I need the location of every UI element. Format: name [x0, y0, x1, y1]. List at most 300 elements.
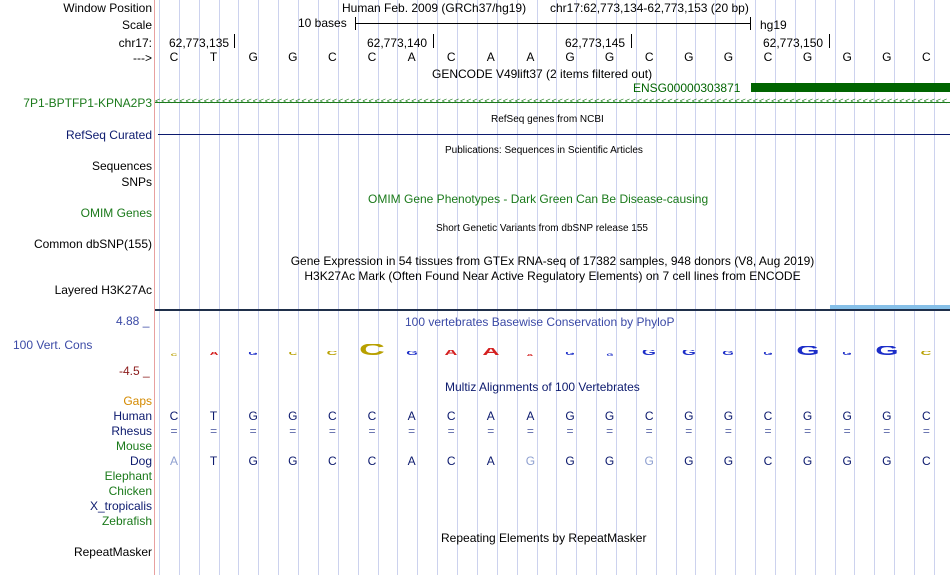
- rhesus-base: =: [289, 424, 297, 438]
- position-tick-label: 62,773,135: [169, 36, 230, 50]
- strand-chevron: <: [673, 96, 679, 106]
- strand-chevron: <: [569, 96, 575, 106]
- strand-chevron: <: [801, 96, 807, 106]
- gridline: [576, 0, 577, 575]
- gridline: [437, 0, 438, 575]
- strand-chevron: <: [295, 96, 301, 106]
- species-label-human[interactable]: Human: [113, 409, 152, 423]
- strand-chevron: <: [484, 96, 490, 106]
- rhesus-base: =: [368, 424, 376, 438]
- scale-db: hg19: [760, 18, 787, 32]
- species-label-mouse[interactable]: Mouse: [115, 439, 152, 453]
- position-tick: [829, 34, 830, 48]
- dog-base: A: [169, 454, 178, 468]
- strand-chevron: <: [618, 96, 624, 106]
- rhesus-base: =: [328, 424, 336, 438]
- strand-label: --->: [133, 51, 152, 65]
- gridline: [338, 0, 339, 575]
- gencode-item-label[interactable]: ENSG00000303871: [633, 81, 741, 95]
- rhesus-base: =: [408, 424, 416, 438]
- strand-chevron: <: [502, 96, 508, 106]
- gridline: [278, 0, 279, 575]
- h3k27ac-label[interactable]: Layered H3K27Ac: [54, 283, 152, 297]
- position-text[interactable]: chr17:62,773,134-62,773,153 (20 bp): [550, 1, 749, 15]
- species-label-rhesus[interactable]: Rhesus: [111, 424, 152, 438]
- gridline: [318, 0, 319, 575]
- conservation-letter: G: [722, 351, 735, 356]
- strand-chevron: <: [386, 96, 392, 106]
- reference-base: G: [723, 50, 734, 64]
- species-label-chicken[interactable]: Chicken: [108, 484, 152, 498]
- human-base: C: [446, 409, 456, 423]
- human-base: G: [604, 409, 615, 423]
- reference-base: T: [209, 50, 218, 64]
- dog-base: G: [604, 454, 615, 468]
- gridline: [397, 0, 398, 575]
- strand-chevron: <: [496, 96, 502, 106]
- human-base: G: [842, 409, 852, 423]
- strand-chevron: <: [643, 96, 648, 106]
- gridline: [159, 0, 160, 575]
- dbsnp-label[interactable]: Common dbSNP(155): [33, 237, 152, 251]
- reference-base: G: [288, 50, 298, 64]
- rhesus-base: =: [249, 424, 257, 438]
- omim-track-title: OMIM Gene Phenotypes - Dark Green Can Be Disease-causing: [368, 192, 709, 206]
- strand-chevron: <: [758, 96, 764, 106]
- dog-base: G: [644, 454, 654, 468]
- dog-base: C: [763, 454, 773, 468]
- publications-track-title: Publications: Sequences in Scientific Articles: [445, 145, 643, 156]
- species-label-elephant[interactable]: Elephant: [104, 469, 152, 483]
- gencode-item-bar[interactable]: [751, 83, 950, 92]
- alignment-row-human: [0, 409, 950, 424]
- strand-chevron: <: [325, 96, 331, 106]
- conservation-letter: C: [359, 344, 385, 356]
- strand-chevron: <: [539, 96, 545, 106]
- strand-chevron: <: [636, 96, 642, 106]
- strand-chevron: <: [167, 96, 172, 106]
- strand-chevron: <: [240, 96, 246, 106]
- strand-chevron: <: [941, 96, 947, 106]
- reference-base: C: [446, 50, 456, 64]
- strand-chevron: <: [338, 96, 343, 106]
- strand-chevron: <: [209, 96, 215, 106]
- strand-chevron: <: [545, 96, 551, 106]
- strand-chevron: <: [887, 96, 892, 106]
- strand-chevron: <: [691, 96, 697, 106]
- strand-chevron: <: [246, 96, 252, 106]
- strand-chevron: <: [826, 96, 831, 106]
- strand-chevron: <: [630, 96, 636, 106]
- dog-base: G: [248, 454, 258, 468]
- strand-chevron: <: [594, 96, 599, 106]
- reference-base: C: [644, 50, 654, 64]
- conservation-letter: C: [327, 351, 338, 356]
- gridline: [378, 0, 379, 575]
- gene-label[interactable]: 7P1-BPTFP1-KPNA2P3: [23, 96, 152, 110]
- human-base: A: [486, 409, 495, 423]
- human-base: C: [328, 409, 337, 423]
- strand-chevron: <: [911, 96, 917, 106]
- rhesus-base: =: [804, 424, 812, 438]
- human-base: G: [684, 409, 694, 423]
- strand-chevron: <: [844, 96, 850, 106]
- gridline: [258, 0, 259, 575]
- strand-chevron: <: [466, 96, 471, 106]
- gridline: [556, 0, 557, 575]
- dog-base: G: [882, 454, 892, 468]
- strand-chevron: <: [740, 96, 746, 106]
- dog-base: C: [922, 454, 931, 468]
- conservation-letter: G: [248, 352, 258, 356]
- reference-base: C: [169, 50, 179, 64]
- window-position-label: Window Position: [63, 1, 152, 15]
- reference-base: G: [882, 50, 892, 64]
- gridline: [417, 0, 418, 575]
- strand-chevron: <: [880, 96, 886, 106]
- gridline: [356, 0, 362, 575]
- species-label-zebrafish[interactable]: Zebrafish: [101, 514, 152, 528]
- rhesus-base: =: [922, 424, 930, 438]
- human-base: C: [763, 409, 773, 423]
- rhesus-base: =: [606, 424, 614, 438]
- strand-chevron: <: [307, 96, 313, 106]
- gridline: [238, 0, 239, 575]
- dbsnp-track-title: Short Genetic Variants from dbSNP release 155: [436, 223, 648, 234]
- strand-chevron: <: [508, 96, 514, 106]
- dog-base: G: [565, 454, 575, 468]
- strand-chevron: <: [777, 96, 782, 106]
- dog-base: A: [407, 454, 416, 468]
- strand-chevron: <: [374, 96, 380, 106]
- refseq-line[interactable]: [158, 134, 950, 135]
- strand-chevron: <: [344, 96, 349, 106]
- human-base: C: [922, 409, 931, 423]
- cons-track-label[interactable]: 100 Vert. Cons: [13, 338, 93, 352]
- strand-chevron: <: [472, 96, 477, 106]
- reference-base: C: [763, 50, 773, 64]
- snps-label[interactable]: SNPs: [121, 175, 152, 189]
- dog-base: G: [684, 454, 694, 468]
- strand-chevron: <: [679, 96, 685, 106]
- sequences-label[interactable]: Sequences: [91, 159, 152, 173]
- strand-chevron: <: [191, 96, 197, 106]
- strand-chevron: <: [832, 96, 837, 106]
- gencode-track-title: GENCODE V49lift37 (2 items filtered out): [432, 67, 653, 81]
- conservation-letter: G: [796, 346, 820, 356]
- rhesus-base: =: [566, 424, 574, 438]
- refseq-label[interactable]: RefSeq Curated: [65, 128, 152, 142]
- scale-bar-right-tick: [750, 17, 751, 30]
- strand-chevron: <: [563, 96, 569, 106]
- human-base: A: [526, 409, 535, 423]
- strand-chevron: <: [533, 96, 538, 106]
- strand-chevron: <: [606, 96, 612, 106]
- conservation-letter: C: [921, 351, 932, 356]
- rhesus-base: =: [526, 424, 534, 438]
- human-base: G: [565, 409, 575, 423]
- strand-chevron: <: [850, 96, 856, 106]
- scale-bar-left-tick: [355, 17, 356, 30]
- reference-base: C: [328, 50, 337, 64]
- position-tick: [234, 34, 235, 48]
- strand-chevron: <: [588, 96, 593, 106]
- strand-chevron: <: [197, 96, 203, 106]
- cons-max-label: 4.88 _: [116, 314, 150, 328]
- human-base: A: [407, 409, 416, 423]
- assembly-text: Human Feb. 2009 (GRCh37/hg19): [342, 1, 527, 15]
- strand-chevron: <: [862, 96, 868, 106]
- gridline: [497, 0, 498, 575]
- strand-chevron: <: [771, 96, 776, 106]
- strand-chevron: <: [917, 96, 923, 106]
- reference-sequence-row: [0, 50, 950, 65]
- strand-chevron: <: [441, 96, 447, 106]
- species-label-gaps[interactable]: Gaps: [123, 394, 152, 408]
- conservation-letter: G: [842, 352, 852, 356]
- reference-base: C: [922, 50, 931, 64]
- h3k27ac-track-title: H3K27Ac Mark (Often Found Near Active Regulatory Elements) on 7 cell lines from ENCODE: [304, 269, 801, 283]
- strand-chevron: <: [356, 96, 362, 106]
- strand-chevron: <: [624, 96, 630, 106]
- conservation-letter: C: [288, 352, 298, 356]
- strand-chevron: <: [728, 96, 734, 106]
- strand-chevron: <: [612, 96, 618, 106]
- rhesus-base: =: [883, 424, 891, 438]
- strand-chevron: <: [179, 96, 185, 106]
- human-base: G: [288, 409, 298, 423]
- position-tick-label: 62,773,150: [763, 36, 824, 50]
- strand-chevron: <: [734, 96, 740, 106]
- strand-chevron: <: [935, 96, 941, 106]
- conservation-letter: A: [482, 348, 500, 356]
- strand-chevron: <: [874, 96, 880, 106]
- strand-chevron: <: [490, 96, 496, 106]
- strand-chevron: <: [405, 96, 410, 106]
- strand-chevron: <: [667, 96, 673, 106]
- gridline: [537, 0, 538, 575]
- strand-chevron: <: [423, 96, 429, 106]
- gtex-track-title: Gene Expression in 54 tissues from GTEx RNA-seq of 17382 samples, 948 donors (V8, Aug 2019): [290, 254, 815, 268]
- strand-chevron: <: [722, 96, 728, 106]
- strand-chevron: <: [600, 96, 606, 106]
- rhesus-base: =: [447, 424, 455, 438]
- strand-chevron: <: [838, 96, 843, 106]
- gridline: [179, 0, 180, 575]
- omim-label[interactable]: OMIM Genes: [80, 206, 152, 220]
- phylop-track-title: 100 vertebrates Basewise Conservation by PhyloP: [405, 315, 675, 329]
- alignment-row-dog: [0, 454, 950, 469]
- dog-base: C: [328, 454, 337, 468]
- reference-base: G: [684, 50, 694, 64]
- conservation-letter: G: [565, 352, 575, 356]
- strand-chevron: <: [203, 96, 209, 106]
- rhesus-base: =: [843, 424, 851, 438]
- strand-chevron: <: [819, 96, 825, 106]
- strand-chevron: <: [252, 96, 258, 106]
- strand-chevron: <: [478, 96, 484, 106]
- strand-chevron: <: [551, 96, 557, 106]
- strand-chevron: <: [155, 96, 160, 106]
- multiz-track-title: Multiz Alignments of 100 Vertebrates: [445, 380, 640, 394]
- rhesus-base: =: [645, 424, 653, 438]
- strand-chevron: <: [710, 96, 715, 106]
- human-base: C: [367, 409, 377, 423]
- human-base: G: [723, 409, 734, 423]
- strand-chevron: <: [856, 96, 862, 106]
- gridline: [219, 0, 220, 575]
- strand-chevron: <: [258, 96, 264, 106]
- conservation-letter: G: [875, 346, 899, 356]
- conservation-logo: [0, 335, 950, 365]
- strand-chevron: <: [411, 96, 416, 106]
- strand-chevron: <: [685, 96, 691, 106]
- strand-chevron: <: [283, 96, 288, 106]
- strand-chevron: <: [521, 96, 526, 106]
- gridline: [596, 0, 597, 575]
- gridline: [199, 0, 200, 575]
- strand-chevron: <: [704, 96, 709, 106]
- h3k27ac-baseline: [155, 309, 950, 311]
- strand-chevron: <: [453, 96, 459, 106]
- reference-base: C: [367, 50, 377, 64]
- repeatmasker-track-title: Repeating Elements by RepeatMasker: [441, 531, 647, 545]
- strand-chevron: <: [649, 96, 654, 106]
- strand-chevron: <: [392, 96, 398, 106]
- strand-chevron: <: [429, 96, 435, 106]
- position-tick: [631, 34, 632, 48]
- strand-chevron: <: [905, 96, 911, 106]
- strand-chevron: <: [789, 96, 795, 106]
- gridline: [514, 0, 520, 575]
- gene-strand-arrows: [155, 96, 950, 108]
- strand-chevron: <: [460, 96, 465, 106]
- strand-chevron: <: [575, 96, 581, 106]
- dog-base: G: [525, 454, 536, 468]
- position-tick-label: 62,773,145: [565, 36, 626, 50]
- strand-chevron: <: [929, 96, 935, 106]
- strand-chevron: <: [301, 96, 307, 106]
- strand-chevron: <: [350, 96, 355, 106]
- reference-base: G: [604, 50, 615, 64]
- human-base: T: [209, 409, 218, 423]
- strand-chevron: <: [899, 96, 904, 106]
- conservation-letter: A: [444, 350, 458, 356]
- human-base: G: [882, 409, 892, 423]
- strand-chevron: <: [795, 96, 801, 106]
- scale-text: 10 bases: [298, 16, 347, 30]
- strand-chevron: <: [313, 96, 319, 106]
- dog-base: G: [802, 454, 813, 468]
- strand-chevron: <: [447, 96, 453, 106]
- rhesus-base: =: [487, 424, 495, 438]
- strand-chevron: <: [765, 96, 770, 106]
- dog-base: C: [446, 454, 456, 468]
- chrom-label: chr17:: [118, 36, 152, 50]
- dog-base: G: [288, 454, 298, 468]
- scale-label: Scale: [121, 18, 152, 32]
- rhesus-base: =: [210, 424, 218, 438]
- gridline: [457, 0, 458, 575]
- conservation-letter: G: [606, 353, 614, 356]
- strand-chevron: <: [331, 96, 337, 106]
- strand-chevron: <: [752, 96, 758, 106]
- strand-chevron: <: [716, 96, 721, 106]
- human-base: G: [802, 409, 813, 423]
- rhesus-base: =: [685, 424, 693, 438]
- species-label-dog[interactable]: Dog: [129, 454, 152, 468]
- strand-chevron: <: [746, 96, 752, 106]
- strand-chevron: <: [557, 96, 563, 106]
- strand-chevron: <: [277, 96, 282, 106]
- gridline: [298, 0, 299, 575]
- conservation-letter: C: [170, 353, 178, 356]
- rhesus-base: =: [764, 424, 772, 438]
- strand-chevron: <: [527, 96, 532, 106]
- strand-chevron: <: [234, 96, 240, 106]
- strand-chevron: <: [783, 96, 789, 106]
- strand-chevron: <: [228, 96, 233, 106]
- strand-chevron: <: [368, 96, 374, 106]
- strand-chevron: <: [655, 96, 660, 106]
- repeatmasker-label[interactable]: RepeatMasker: [73, 545, 152, 559]
- strand-chevron: <: [514, 96, 520, 106]
- strand-chevron: <: [661, 96, 667, 106]
- human-base: C: [169, 409, 179, 423]
- strand-chevron: <: [697, 96, 703, 106]
- position-tick-label: 62,773,140: [367, 36, 428, 50]
- conservation-letter: A: [209, 352, 218, 356]
- strand-chevron: <: [893, 96, 898, 106]
- reference-base: G: [842, 50, 852, 64]
- refseq-track-title: RefSeq genes from NCBI: [491, 114, 604, 125]
- gridline: [616, 0, 617, 575]
- strand-chevron: <: [582, 96, 587, 106]
- strand-chevron: <: [222, 96, 227, 106]
- strand-chevron: <: [813, 96, 819, 106]
- strand-chevron: <: [399, 96, 404, 106]
- conservation-letter: G: [405, 351, 418, 356]
- dog-base: C: [367, 454, 377, 468]
- cons-min-label: -4.5 _: [119, 364, 150, 378]
- position-tick: [433, 34, 434, 48]
- alignment-row-rhesus: [0, 424, 950, 439]
- strand-chevron: <: [185, 96, 191, 106]
- strand-chevron: <: [264, 96, 270, 106]
- reference-base: G: [802, 50, 813, 64]
- strand-chevron: <: [923, 96, 929, 106]
- reference-base: G: [565, 50, 575, 64]
- dog-base: G: [723, 454, 734, 468]
- strand-chevron: <: [270, 96, 276, 106]
- reference-base: A: [486, 50, 495, 64]
- strand-chevron: <: [319, 96, 325, 106]
- reference-base: A: [526, 50, 535, 64]
- human-base: G: [248, 409, 258, 423]
- strand-chevron: <: [380, 96, 386, 106]
- gridline: [477, 0, 478, 575]
- dog-base: T: [209, 454, 218, 468]
- conservation-letter: G: [642, 350, 657, 356]
- strand-chevron: <: [417, 96, 423, 106]
- strand-chevron: <: [807, 96, 813, 106]
- rhesus-base: =: [170, 424, 178, 438]
- dog-base: G: [842, 454, 852, 468]
- species-label-xtropicalis[interactable]: X_tropicalis: [89, 499, 152, 513]
- strand-chevron: <: [868, 96, 874, 106]
- strand-chevron: <: [362, 96, 368, 106]
- rhesus-base: =: [724, 424, 732, 438]
